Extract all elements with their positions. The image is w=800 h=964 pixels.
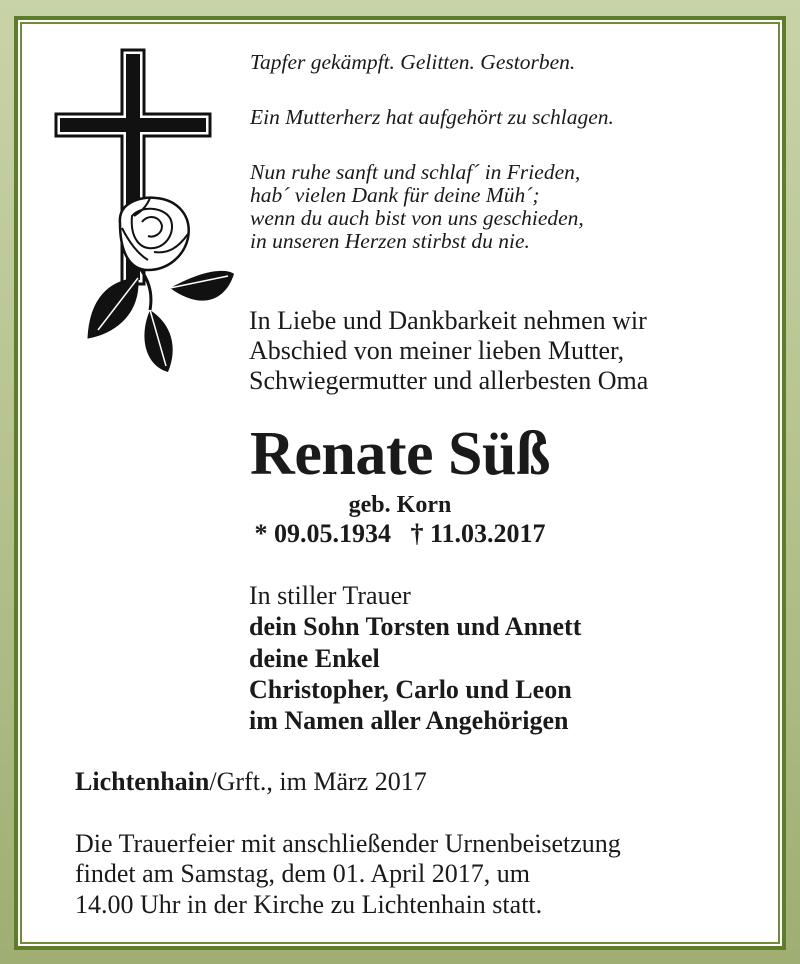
- birth-name: geb. Korn: [348, 492, 452, 518]
- life-dates: * 09.05.1934 † 11.03.2017: [254, 519, 546, 548]
- funeral-line: Die Trauerfeier mit anschließender Urnenbeisetzung: [75, 829, 621, 858]
- place-date: [75, 767, 427, 797]
- cross-rose-icon: [50, 48, 240, 378]
- intro-line-1: Tapfer gekämpft. Gelitten. Gestorben.: [250, 50, 576, 74]
- place-rest: /Grft., im März 2017: [209, 767, 427, 796]
- intro-line-2: Ein Mutterherz hat aufgehört zu schlagen.: [250, 105, 614, 129]
- funeral-line: 14.00 Uhr in der Kirche zu Lichtenhain statt.: [75, 890, 543, 919]
- poem-line: wenn du auch bist von uns geschieden,: [250, 206, 584, 230]
- mourners-intro: In stiller Trauer: [249, 581, 411, 610]
- farewell-line: In Liebe und Dankbarkeit nehmen wir: [249, 306, 647, 335]
- deceased-name: Renate Süß: [250, 420, 550, 488]
- funeral-line: findet am Samstag, dem 01. April 2017, um: [75, 859, 530, 888]
- mourner-line: deine Enkel: [249, 644, 380, 673]
- poem-line: in unseren Herzen stirbst du nie.: [250, 229, 530, 253]
- farewell-line: Abschied von meiner lieben Mutter,: [249, 336, 625, 365]
- poem-line: hab´ vielen Dank für deine Müh´;: [250, 183, 540, 207]
- poem-line: Nun ruhe sanft und schlaf´ in Frieden,: [250, 160, 581, 184]
- mourner-line: dein Sohn Torsten und Annett: [249, 612, 582, 641]
- place-town: Lichtenhain: [75, 767, 210, 796]
- mourner-line: Christopher, Carlo und Leon: [249, 675, 572, 704]
- farewell-line: Schwiegermutter und allerbesten Oma: [249, 366, 649, 395]
- mourner-line: im Namen aller Angehörigen: [249, 706, 569, 735]
